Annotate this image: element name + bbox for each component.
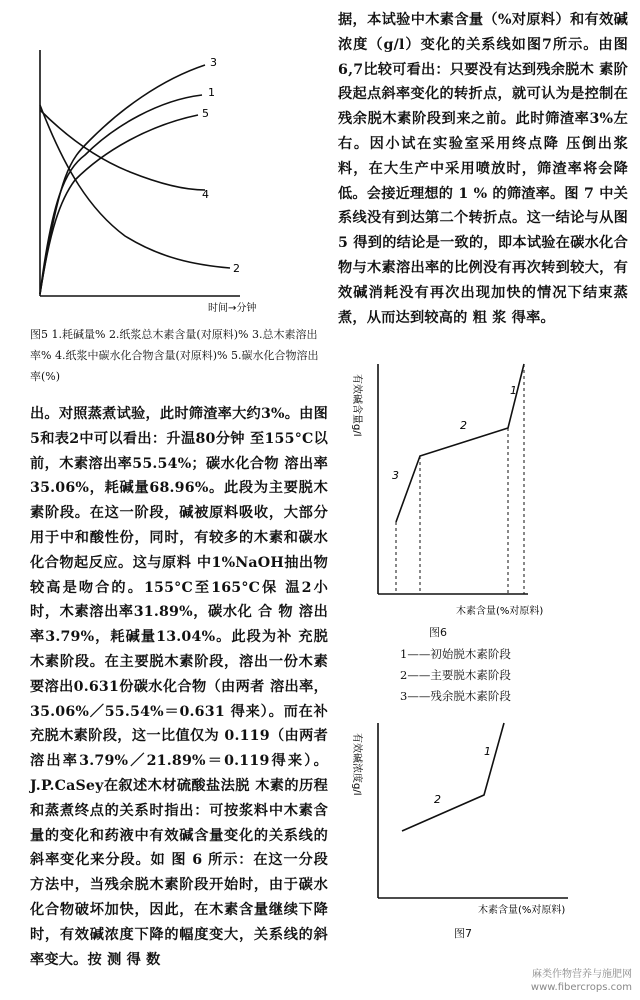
- left-column: [30, 0, 328, 972]
- fig6-x-axis-label: 木素含量(%对原料): [456, 606, 544, 618]
- watermark-line-2: www.fibercrops.com: [530, 982, 632, 993]
- fig5-curve-5: [40, 115, 198, 294]
- figure-7: [338, 713, 628, 923]
- fig7-segment-label-2: 2: [434, 793, 441, 807]
- fig7-relation-line: [402, 723, 504, 831]
- figure-7-title: 图7: [454, 927, 472, 941]
- site-watermark: [531, 968, 632, 994]
- fig6-y-axis-label: 有效碱含量g/l: [351, 374, 362, 437]
- fig6-legend-item-1: 1——初始脱木素阶段: [400, 647, 511, 662]
- fig5-x-axis-label: 时间→分钟: [208, 303, 257, 314]
- fig6-legend-item-2: 2——主要脱木素阶段: [400, 668, 511, 683]
- fig5-curve-label-1: 1: [208, 86, 215, 99]
- fig7-segment-label-1: 1: [484, 745, 491, 759]
- fig5-curve-label-2: 2: [233, 262, 240, 275]
- fig6-relation-line: [396, 364, 524, 522]
- fig6-segment-label-2: 2: [460, 419, 467, 433]
- fig6-legend-item-3: 3——残余脱木素阶段: [400, 689, 511, 704]
- fig7-y-axis-label: 有效碱浓度g/l: [351, 733, 362, 796]
- fig5-curve-label-4: 4: [202, 188, 209, 201]
- fig5-curve-label-5: 5: [202, 107, 209, 120]
- left-body-text: 出。对照蒸煮试验，此时筛渣率大约3%。由图5和表2中可以看出：升温80分钟 至155°C以前，木素溶出率55.54%；碳水化合物 溶出率35.06%，耗碱量68.96%。此段为主要脱木素阶段。在这一阶段，碱被原料吸收，大部分用于中和酸性份，同时，有较多的木素和碳水化合物起反应。这与原料 中1%NaOH抽出物较高是吻合的。155°C至165°C保 温2小时，木素溶出率31.89%，碳水化 合 物 溶出率3.79%，耗碱量13.04%。此段为补 充脱木素阶段。在主要脱木素阶段，溶出一份木素要溶出0.631份碳水化合物（由两者 溶出率，35.06%／55.54%＝0.631 得来）。而在补充脱木素阶段，这一比值仅为 0.119（由两者溶出率3.79%／21.89%＝0.119得来）。J.P.CaSey在叙述木材硫酸盐法脱 木素的历程和蒸煮终点的关系时指出：可按浆料中木素含量的变化和药液中有效碱含量变化的关系线的斜率变化来分段。如 图 6 所示：在这一分段方法中，当残余脱木素阶段开始时，由于碳水化合物破坏加快，因此，在木素含量继续下降时，有效碱浓度下降的幅度变大，关系线的斜率变大。按 测 得 数: [30, 406, 328, 968]
- fig5-curve-1: [40, 95, 202, 294]
- fig5-curve-label-3: 3: [210, 56, 217, 69]
- watermark-line-1: 麻类作物营养与施肥网: [532, 969, 632, 980]
- fig7-x-axis-label: 木素含量(%对原料): [478, 905, 566, 917]
- right-column: [338, 0, 628, 941]
- figure-5-caption: 图5 1.耗碱量% 2.纸浆总木素含量(对原料)% 3.总木素溶出率% 4.纸浆中碳水化合物含量(对原料)% 5.碳水化合物溶出率(%): [30, 328, 319, 383]
- figure-6-legend: [400, 644, 628, 707]
- right-body-text: 据，本试验中木素含量（%对原料）和有效碱浓度（g/l）变化的关系线如图7所示。由图6,7比较可看出：只要没有达到残余脱木 素阶段起点斜率变化的转折点，就可认为是控制在残余脱木素阶段到来之前。此时筛渣率3%左右。因小试在实验室采用终点降 压倒出浆料，在大生产中采用喷放时，筛渣率将会降低。会接近理想的 1 % 的筛渣率。图 7 中关系线没有到达第二个转折点。这一结论与从图 5 得到的结论是一致的，即本试验在碳水化合物与木素溶出率的比例没有再次转到较大，有效碱消耗没有再次出现加快的情况下结束蒸煮，从而达到较高的 粗 浆 得率。: [338, 12, 628, 326]
- figure-5: [30, 0, 328, 320]
- fig5-curve-2: [40, 105, 230, 268]
- fig6-segment-label-1: 1: [510, 384, 517, 398]
- figure-6: [338, 354, 628, 624]
- figure-6-title: 图6: [429, 626, 447, 640]
- fig6-segment-label-3: 3: [392, 469, 399, 483]
